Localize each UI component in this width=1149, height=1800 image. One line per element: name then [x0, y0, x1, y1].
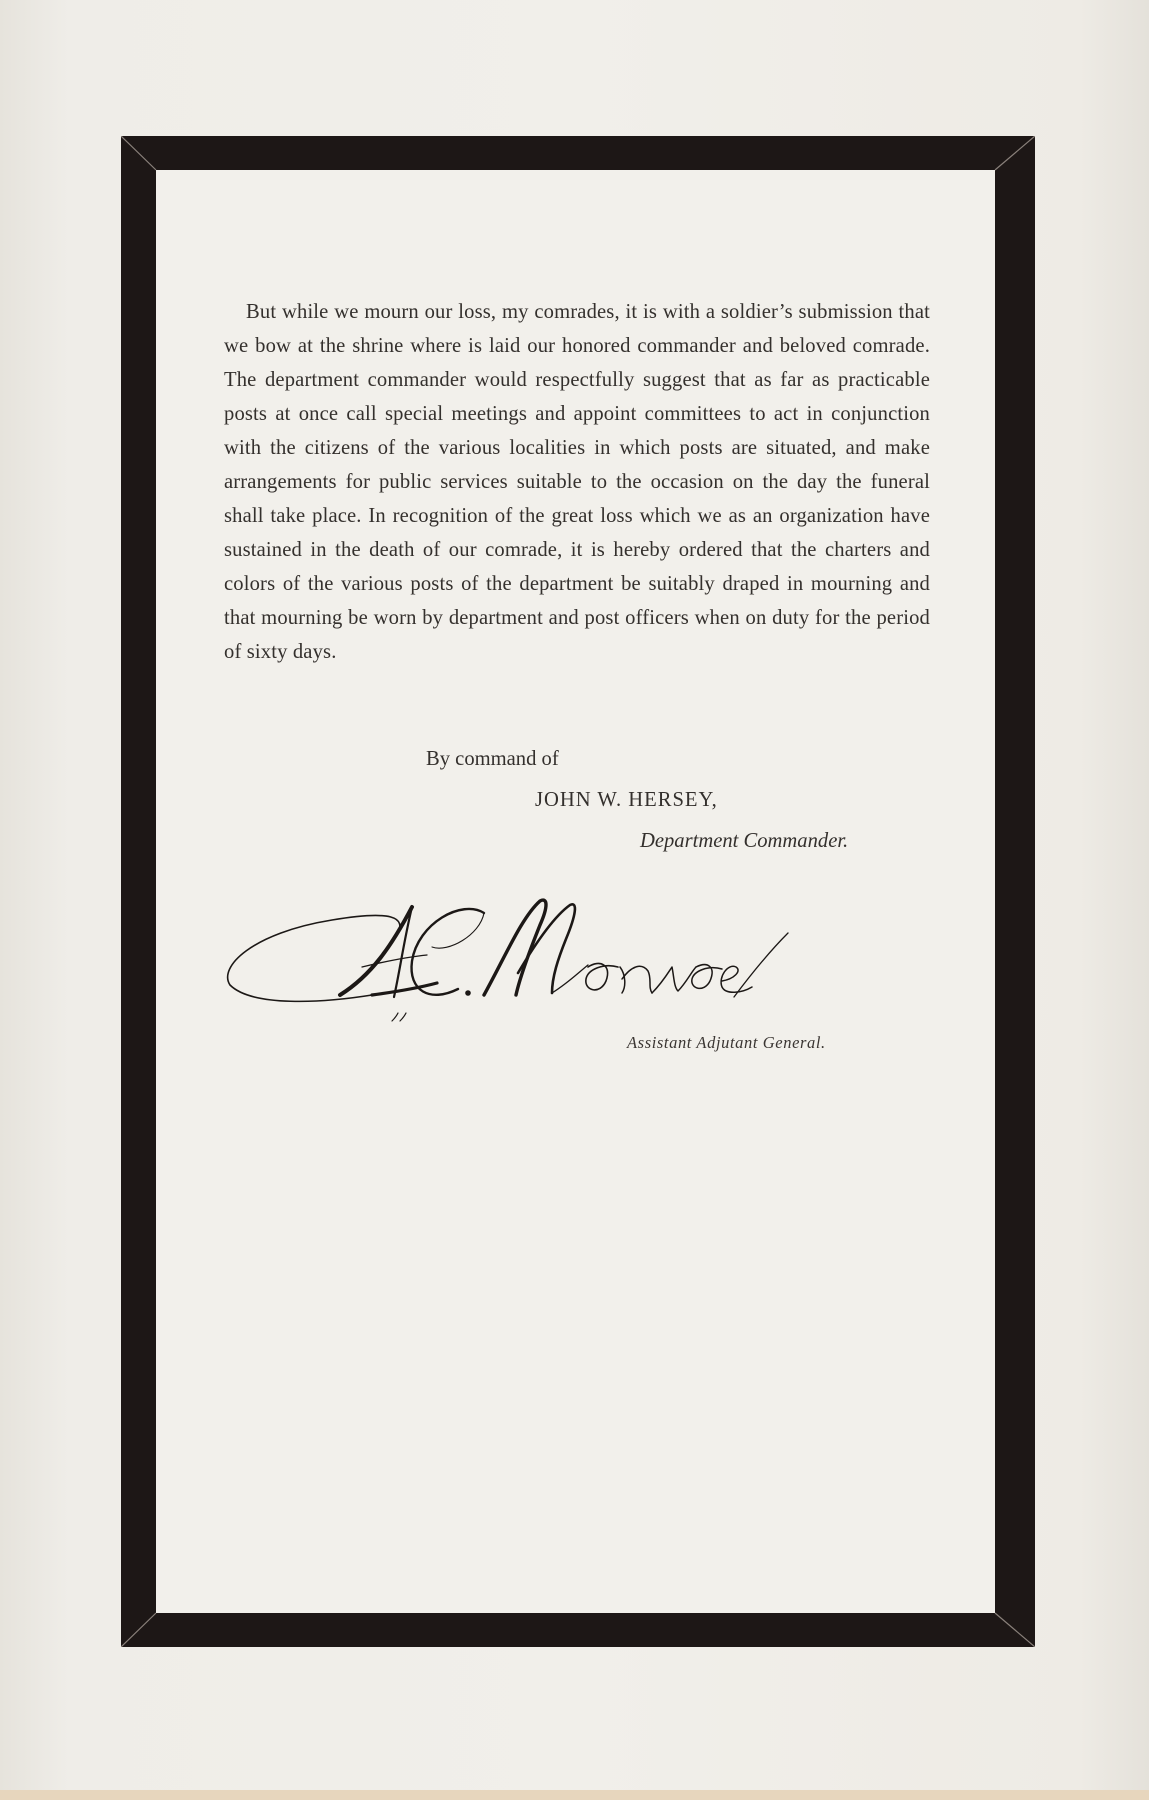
- by-command-line: By command of: [426, 748, 559, 770]
- page-edge: [0, 1790, 1149, 1800]
- body-paragraph: But while we mourn our loss, my comrades, it is with a soldier’s submission that we bow at the shrine where is laid our honored commander and beloved comrade. The department commander would respectfully suggest that as far as practicable posts at once call special meetings and appoint committees to act in conjunction with the citizens of the various localities in which posts are situated, and make arrangements for public services suitable to the occasion on the day the funeral shall take place. In recognition of the great loss which we as an organization have sustained in the death of our comrade, it is hereby ordered that the charters and colors of the various posts of the department be suitably draped in mourning and that mourning be worn by department and post officers when on duty for the period of sixty days.: [224, 301, 930, 663]
- commander-name: JOHN W. HERSEY,: [535, 789, 718, 811]
- commander-title: Department Commander.: [640, 830, 849, 852]
- signatory-title: Assistant Adjutant General.: [627, 1033, 826, 1052]
- general-order-text: [224, 295, 930, 669]
- handwritten-signature: [222, 895, 882, 1030]
